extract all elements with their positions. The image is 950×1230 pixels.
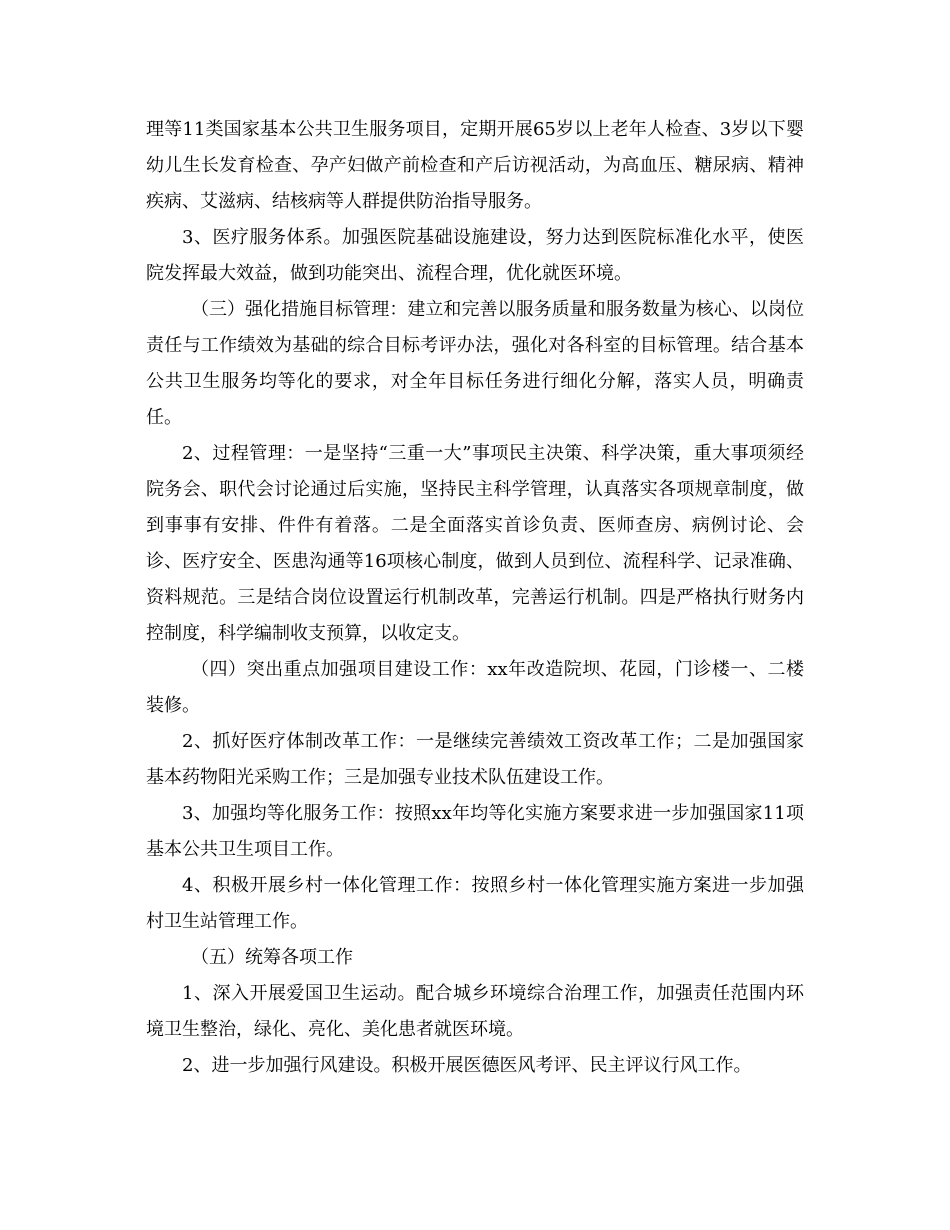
paragraph-medical-service-system: 3、医疗服务体系。加强医院基础设施建设，努力达到医院标准化水平，使医院发挥最大效益，做到功能突出、流程合理，优化就医环境。 xyxy=(146,227,804,284)
paragraph-services-continued: 理等11类国家基本公共卫生服务项目，定期开展65岁以上老年人检查、3岁以下婴幼儿生长发育检查、孕产妇做产前检查和产后访视活动，为高血压、糖尿病、精神疾病、艾滋病、结核病等人群提供防治指导服务。 xyxy=(146,119,804,212)
paragraph-process-management: 2、过程管理：一是坚持“三重一大”事项民主决策、科学决策，重大事项须经院务会、职代会讨论通过后实施，坚持民主科学管理，认真落实各项规章制度，做到事事有安排、件件有着落。二是全面落实首诊负责、医师查房、病例讨论、会诊、医疗安全、医患沟通等16项核心制度，做到人员到位、流程科学、记录准确、资料规范。三是结合岗位设置运行机制改革，完善运行机制。四是严格执行财务内控制度，科学编制收支预算，以收定支。 xyxy=(146,443,804,644)
paragraph-equalization-service: 3、加强均等化服务工作：按照xx年均等化实施方案要求进一步加强国家11项基本公共卫生项目工作。 xyxy=(146,803,804,860)
paragraph-rural-integration: 4、积极开展乡村一体化管理工作：按照乡村一体化管理实施方案进一步加强村卫生站管理工作。 xyxy=(146,875,804,932)
heading-target-management: （三）强化措施目标管理：建立和完善以服务质量和服务数量为核心、以岗位责任与工作绩效为基础的综合目标考评办法，强化对各科室的目标管理。结合基本公共卫生服务均等化的要求，对全年目标任务进行细化分解，落实人员，明确责任。 xyxy=(146,299,804,428)
heading-project-construction: （四）突出重点加强项目建设工作：xx年改造院坝、花园，门诊楼一、二楼装修。 xyxy=(146,659,804,716)
paragraph-conduct-construction: 2、进一步加强行风建设。积极开展医德医风考评、民主评议行风工作。 xyxy=(182,1055,752,1076)
heading-coordinate-work: （五）统筹各项工作 xyxy=(191,947,353,968)
paragraph-patriotic-health: 1、深入开展爱国卫生运动。配合城乡环境综合治理工作，加强责任范围内环境卫生整治，绿化、亮化、美化患者就医环境。 xyxy=(146,983,804,1040)
paragraph-medical-reform: 2、抓好医疗体制改革工作：一是继续完善绩效工资改革工作；二是加强国家基本药物阳光采购工作；三是加强专业技术队伍建设工作。 xyxy=(146,731,804,788)
